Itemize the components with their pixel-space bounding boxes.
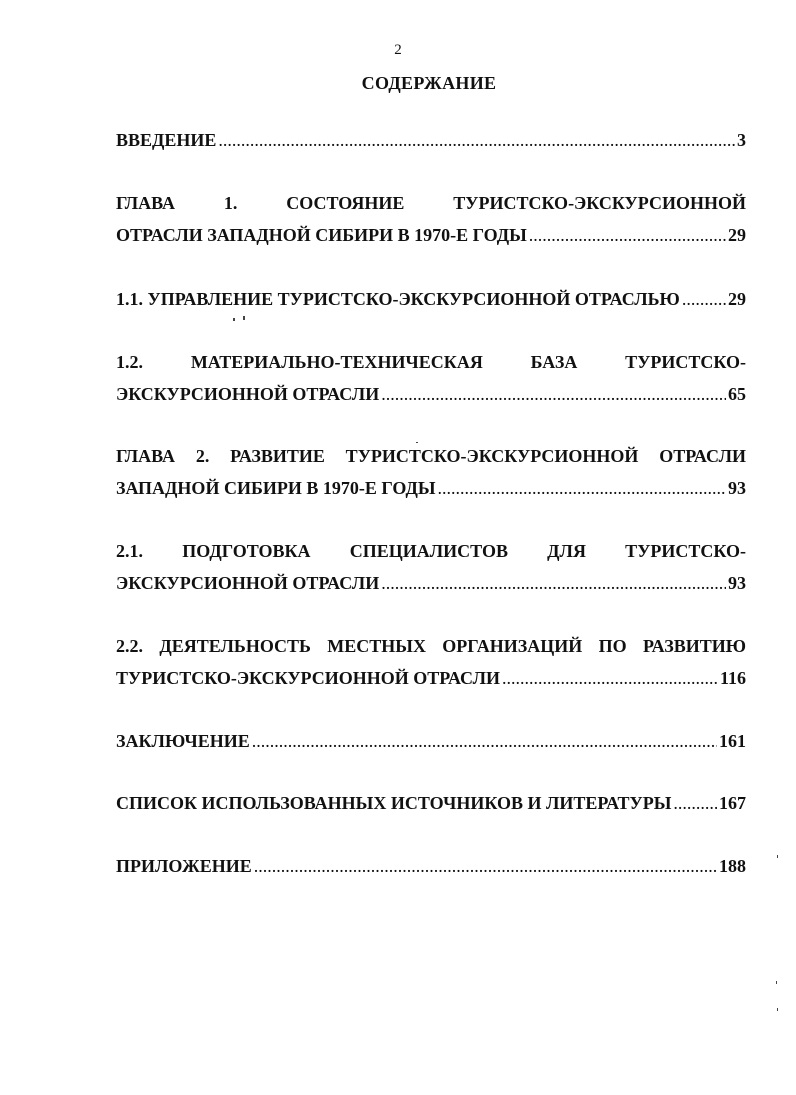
toc-page-number: 161 — [719, 731, 746, 751]
leader-dots — [529, 219, 726, 251]
toc-entry-chapter-1[interactable] — [116, 187, 746, 251]
toc-entry-conclusion[interactable] — [116, 725, 746, 757]
toc-page-number: 93 — [728, 478, 746, 498]
scan-speck — [233, 318, 235, 321]
toc-entry-bibliography[interactable] — [116, 787, 746, 819]
toc-entry-title: ГЛАВА 2. РАЗВИТИЕ ТУРИСТСКО-ЭКСКУРСИОННОЙ ОТРАСЛИ — [116, 446, 746, 466]
toc-entry-title: 1.2. МАТЕРИАЛЬНО-ТЕХНИЧЕСКАЯ БАЗА ТУРИСТСКО- — [116, 352, 746, 372]
toc-page-number: 29 — [728, 225, 746, 245]
toc-entry-title: 1.1. УПРАВЛЕНИЕ ТУРИСТСКО-ЭКСКУРСИОННОЙ ОТРАСЛЬЮ — [116, 289, 680, 309]
leader-dots — [438, 472, 726, 504]
toc-entry-title: ПРИЛОЖЕНИЕ — [116, 856, 252, 876]
scan-speck — [776, 981, 777, 984]
leader-dots — [381, 567, 726, 599]
toc-entry-section-1-2[interactable] — [116, 346, 746, 410]
toc-entry-title-continued: ОТРАСЛИ ЗАПАДНОЙ СИБИРИ В 1970-Е ГОДЫ — [116, 225, 527, 245]
leader-dots — [252, 725, 717, 757]
leader-dots — [682, 283, 726, 315]
scan-speck — [416, 442, 418, 443]
toc-entry-title: ВВЕДЕНИЕ — [116, 130, 217, 150]
toc-entry-title: 2.2. ДЕЯТЕЛЬНОСТЬ МЕСТНЫХ ОРГАНИЗАЦИЙ ПО РАЗВИТИЮ — [116, 636, 746, 656]
toc-entry-title: ЗАКЛЮЧЕНИЕ — [116, 731, 250, 751]
toc-entry-title-continued: ЭКСКУРСИОННОЙ ОТРАСЛИ — [116, 573, 380, 593]
toc-entry-title-continued: ЭКСКУРСИОННОЙ ОТРАСЛИ — [116, 384, 380, 404]
leader-dots — [673, 787, 717, 819]
leader-dots — [502, 662, 718, 694]
toc-entry-title-continued: ТУРИСТСКО-ЭКСКУРСИОННОЙ ОТРАСЛИ — [116, 668, 501, 688]
toc-entry-title: СПИСОК ИСПОЛЬЗОВАННЫХ ИСТОЧНИКОВ И ЛИТЕРАТУРЫ — [116, 793, 672, 813]
scan-speck — [243, 316, 245, 320]
toc-page-number: 65 — [728, 384, 746, 404]
toc-page-number: 167 — [719, 793, 746, 813]
toc-entry-section-2-1[interactable] — [116, 535, 746, 599]
scan-speck — [777, 1008, 778, 1011]
leader-dots — [254, 850, 717, 882]
toc-page-number: 93 — [728, 573, 746, 593]
toc-page-number: 29 — [728, 289, 746, 309]
toc-entry-section-1-1[interactable] — [116, 283, 746, 315]
page-number: 2 — [394, 42, 402, 58]
toc-page-number: 188 — [719, 856, 746, 876]
toc-entry-section-2-2[interactable] — [116, 630, 746, 694]
toc-entry-title-continued: ЗАПАДНОЙ СИБИРИ В 1970-Е ГОДЫ — [116, 478, 436, 498]
toc-entry-title: ГЛАВА 1. СОСТОЯНИЕ ТУРИСТСКО-ЭКСКУРСИОННОЙ — [116, 193, 746, 213]
scan-speck — [777, 855, 778, 858]
toc-entry-chapter-2[interactable] — [116, 440, 746, 504]
leader-dots — [381, 378, 726, 410]
page-title: СОДЕРЖАНИЕ — [361, 73, 497, 93]
toc-page-number: 3 — [737, 130, 746, 150]
toc-entry-title: 2.1. ПОДГОТОВКА СПЕЦИАЛИСТОВ ДЛЯ ТУРИСТСКО- — [116, 541, 746, 561]
toc-entry-introduction[interactable] — [116, 124, 746, 156]
toc-page-number: 116 — [719, 668, 746, 688]
leader-dots — [218, 124, 735, 156]
toc-entry-appendix[interactable] — [116, 850, 746, 882]
